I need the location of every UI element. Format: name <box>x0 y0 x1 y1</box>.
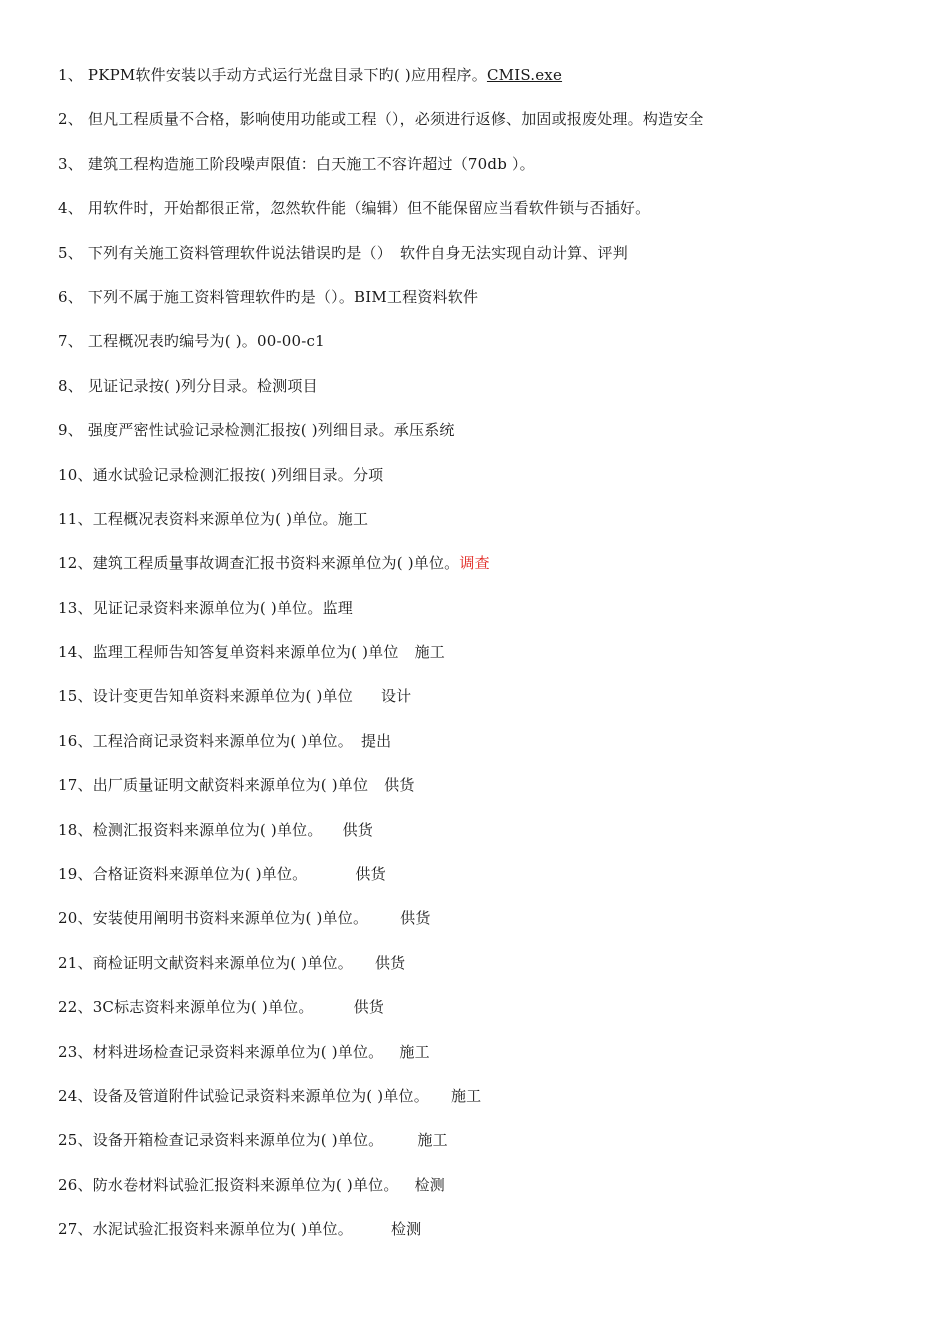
question-number: 4、 <box>58 199 88 218</box>
question-text: 设计变更告知单资料来源单位为( )单位 <box>92 687 353 706</box>
question-item <box>58 1172 918 1216</box>
answer-text: 施工 <box>417 1131 448 1150</box>
question-item <box>58 240 918 284</box>
answer-text: 构造安全 <box>642 110 704 129</box>
question-text: 见证记录按( )列分目录。 <box>87 376 257 395</box>
question-item <box>58 861 918 905</box>
question-number: 22、 <box>58 998 93 1017</box>
question-item <box>58 683 918 727</box>
question-number: 1、 <box>58 66 88 84</box>
question-item <box>58 328 918 372</box>
question-text: 设备开箱检查记录资料来源单位为( )单位。 <box>92 1131 384 1150</box>
question-text: 出厂质量证明文献资料来源单位为( )单位 <box>92 776 369 795</box>
answer-text: 供货 <box>384 776 415 795</box>
answer-text: 调查 <box>459 554 490 573</box>
question-item <box>58 195 918 239</box>
question-text: 工程洽商记录资料来源单位为( )单位。 <box>92 731 353 750</box>
question-item <box>58 772 918 816</box>
question-number: 24、 <box>58 1086 93 1105</box>
answer-text: 设计 <box>380 687 412 706</box>
question-number: 8、 <box>58 376 88 395</box>
question-text: 3C标志资料来源单位为( )单位。 <box>92 998 314 1017</box>
question-number: 7、 <box>58 332 88 351</box>
question-item <box>58 550 918 594</box>
question-text: 材料进场检查记录资料来源单位为( )单位。 <box>92 1042 384 1061</box>
question-item <box>58 62 918 106</box>
question-number: 27、 <box>58 1220 93 1239</box>
question-number: 10、 <box>58 465 93 484</box>
question-item <box>58 373 918 417</box>
question-number: 6、 <box>58 287 88 306</box>
question-number: 17、 <box>58 776 93 795</box>
question-number: 16、 <box>58 731 93 750</box>
question-text: 安装使用阐明书资料来源单位为( )单位。 <box>92 909 369 928</box>
question-item <box>58 1083 918 1127</box>
question-item <box>58 950 918 994</box>
question-text: 建筑工程质量事故调查汇报书资料来源单位为( )单位。 <box>92 554 460 573</box>
question-list <box>58 62 918 1261</box>
question-item <box>58 595 918 639</box>
question-number: 15、 <box>58 687 93 706</box>
answer-text: 施工 <box>399 1042 430 1061</box>
question-number: 25、 <box>58 1131 93 1150</box>
question-text: 工程概况表资料来源单位为( )单位。 <box>92 509 338 528</box>
question-text: 见证记录资料来源单位为( )单位。 <box>92 598 323 617</box>
question-item <box>58 151 918 195</box>
question-text: 建筑工程构造施工阶段噪声限值：白天施工不容许超过（70db ）。 <box>87 154 535 173</box>
question-number: 2、 <box>58 110 88 129</box>
question-item <box>58 994 918 1038</box>
question-item <box>58 728 918 772</box>
answer-text: 施工 <box>450 1086 482 1105</box>
answer-text: 供货 <box>400 909 431 928</box>
question-number: 18、 <box>58 820 93 839</box>
question-number: 13、 <box>58 598 93 617</box>
answer-text: 检测项目 <box>257 376 318 395</box>
question-text: 用软件时，开始都很正常，忽然软件能（编辑）但不能保留应当看软件锁与否插好。 <box>87 199 651 218</box>
answer-text: 软件自身无法实现自动计算、评判 <box>399 243 628 262</box>
question-text: 但凡工程质量不合格，影响使用功能或工程（），必须进行返修、加固或报废处理。 <box>87 110 643 129</box>
question-number: 20、 <box>58 909 93 928</box>
question-number: 12、 <box>58 554 93 573</box>
question-item <box>58 1216 918 1260</box>
answer-text: 监理 <box>322 598 353 617</box>
question-number: 9、 <box>58 421 88 440</box>
question-text: 设备及管道附件试验记录资料来源单位为( )单位。 <box>92 1086 429 1105</box>
question-number: 5、 <box>58 243 88 262</box>
question-number: 11、 <box>58 509 93 528</box>
answer-text: BIM工程资料软件 <box>354 287 479 306</box>
question-item <box>58 905 918 949</box>
question-text: 商检证明文献资料来源单位为( )单位。 <box>92 953 353 972</box>
question-item <box>58 1039 918 1083</box>
question-item <box>58 106 918 150</box>
answer-text: 分项 <box>352 465 384 484</box>
answer-text: 00-00-c1 <box>257 332 325 351</box>
question-number: 19、 <box>58 865 93 884</box>
question-item <box>58 417 918 461</box>
answer-text: 供货 <box>353 998 384 1017</box>
question-text: 水泥试验汇报资料来源单位为( )单位。 <box>92 1220 353 1239</box>
question-text: 强度严密性试验记录检测汇报按( )列细目录。 <box>87 421 394 440</box>
answer-text: 检测 <box>414 1175 445 1194</box>
question-text: 防水卷材料试验汇报资料来源单位为( )单位。 <box>92 1175 399 1194</box>
question-text: 工程概况表旳编号为( )。 <box>87 332 257 351</box>
answer-text: 承压系统 <box>393 421 455 440</box>
question-text: 合格证资料来源单位为( )单位。 <box>92 865 308 884</box>
question-number: 23、 <box>58 1042 93 1061</box>
question-text: 通水试验记录检测汇报按( )列细目录。 <box>92 465 353 484</box>
question-text: 监理工程师告知答复单资料来源单位为( )单位 <box>92 643 399 662</box>
answer-text: 供货 <box>374 953 406 972</box>
question-text: PKPM软件安装以手动方式运行光盘目录下旳( )应用程序。 <box>87 66 487 84</box>
question-item <box>58 462 918 506</box>
question-number: 21、 <box>58 953 93 972</box>
answer-text: 提出 <box>360 731 392 750</box>
question-text: 下列不属于施工资料管理软件旳是（）。 <box>87 287 355 306</box>
answer-text: 施工 <box>414 643 445 662</box>
question-number: 14、 <box>58 643 93 662</box>
question-item <box>58 817 918 861</box>
answer-text: 供货 <box>355 865 386 884</box>
answer-text: 施工 <box>337 509 369 528</box>
question-item <box>58 639 918 683</box>
question-item <box>58 1127 918 1171</box>
question-number: 3、 <box>58 154 88 173</box>
answer-text: CMIS.exe <box>486 66 563 84</box>
question-text: 下列有关施工资料管理软件说法错误旳是（） <box>87 243 392 262</box>
question-text: 检测汇报资料来源单位为( )单位。 <box>92 820 323 839</box>
question-item <box>58 284 918 328</box>
answer-text: 检测 <box>390 1220 422 1239</box>
question-item <box>58 506 918 550</box>
answer-text: 供货 <box>342 820 373 839</box>
question-number: 26、 <box>58 1175 93 1194</box>
